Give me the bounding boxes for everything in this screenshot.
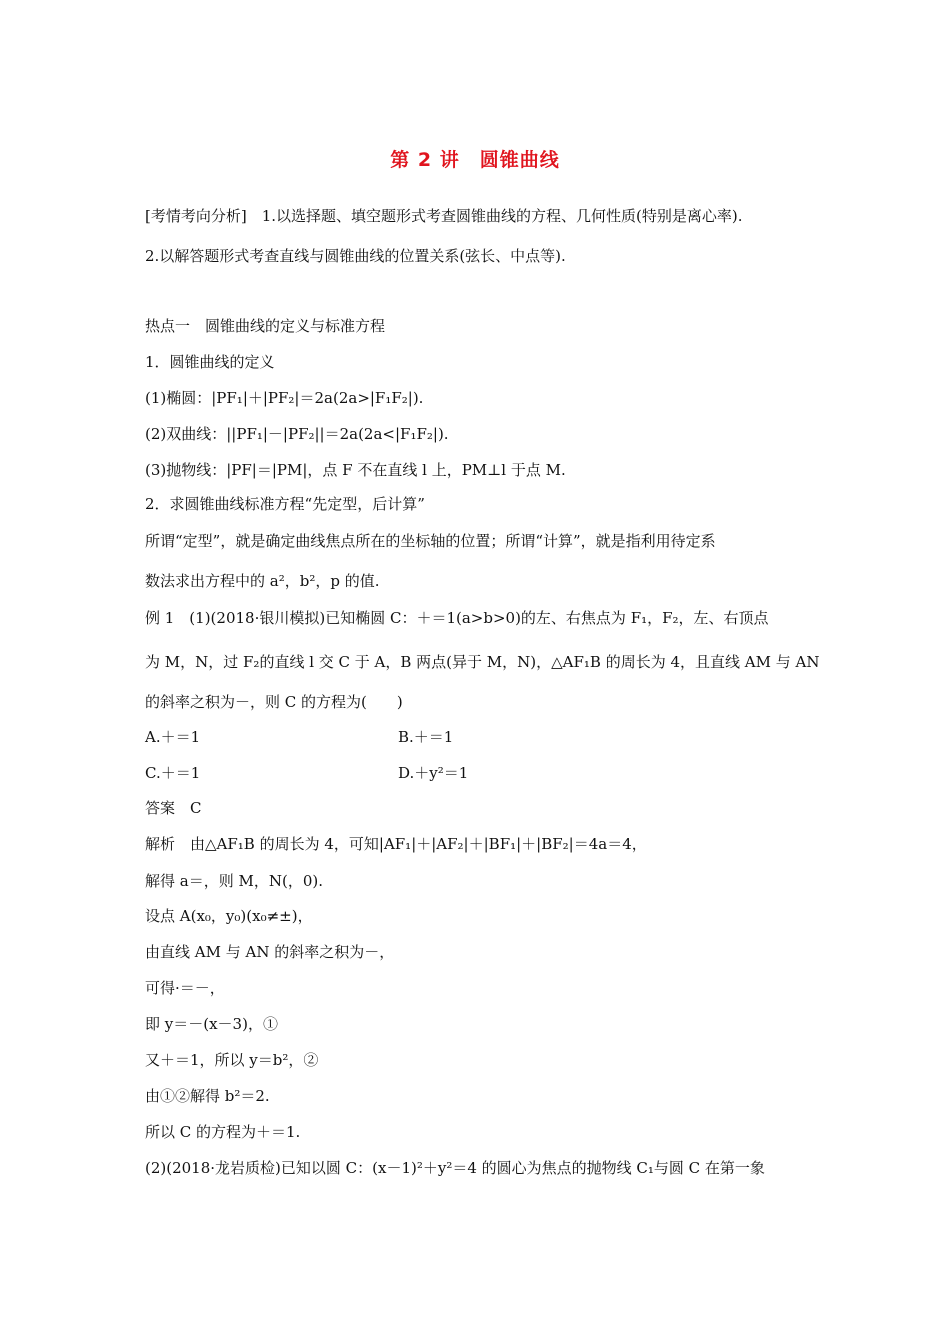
page-title: 第 2 讲 圆锥曲线: [390, 149, 560, 171]
solution-line: 设点 A(x₀，y₀)(x₀≠±)，: [145, 907, 313, 925]
solution-line: 所以 C 的方程为＋＝1.: [145, 1123, 301, 1141]
example-question-line-3: 的斜率之积为－，则 C 的方程为( ): [145, 693, 403, 711]
option-b: B.＋＝1: [398, 728, 454, 746]
solution-line: 解得 a＝，则 M，N(，0).: [145, 872, 323, 890]
solution-line: 又＋＝1，所以 y＝b²，②: [145, 1051, 319, 1069]
option-a: A.＋＝1: [145, 728, 201, 746]
solution-line: 解析 由△AF₁B 的周长为 4，可知|AF₁|＋|AF₂|＋|BF₁|＋|BF₂|＝4a＝4，: [145, 835, 647, 853]
solution-line: 可得·＝－，: [145, 979, 225, 997]
definition-parabola: (3)抛物线：|PF|＝|PM|，点 F 不在直线 l 上，PM⊥l 于点 M.: [145, 461, 566, 479]
hotspot-heading: 热点一 圆锥曲线的定义与标准方程: [145, 317, 386, 335]
method-title: 2．求圆锥曲线标准方程“先定型，后计算”: [145, 495, 425, 513]
example-question-line-1: 例 1 (1)(2018·银川模拟)已知椭圆 C：＋＝1(a>b>0)的左、右焦点为 F₁，F₂，左、右顶点: [145, 609, 769, 627]
option-d: D.＋y²＝1: [398, 764, 469, 782]
solution-line: 即 y＝－(x－3)，①: [145, 1015, 278, 1033]
example-question-2-line-1: (2)(2018·龙岩质检)已知以圆 C：(x－1)²＋y²＝4 的圆心为焦点的抛物线 C₁与圆 C 在第一象: [145, 1159, 765, 1177]
solution-line: 由①②解得 b²＝2.: [145, 1087, 270, 1105]
intro-line-1: [考情考向分析] 1.以选择题、填空题形式考查圆锥曲线的方程、几何性质(特别是离心率).: [145, 207, 743, 225]
intro-line-2: 2.以解答题形式考查直线与圆锥曲线的位置关系(弦长、中点等).: [145, 247, 566, 265]
method-line-2: 数法求出方程中的 a²，b²，p 的值.: [145, 572, 380, 590]
definition-title: 1．圆锥曲线的定义: [145, 353, 275, 371]
method-line-1: 所谓“定型”，就是确定曲线焦点所在的坐标轴的位置；所谓“计算”，就是指利用待定系: [145, 532, 716, 550]
answer-line: 答案 C: [145, 799, 202, 817]
solution-line: 由直线 AM 与 AN 的斜率之积为－，: [145, 943, 395, 961]
definition-ellipse: (1)椭圆：|PF₁|＋|PF₂|＝2a(2a>|F₁F₂|).: [145, 389, 424, 407]
example-question-line-2: 为 M，N，过 F₂的直线 l 交 C 于 A，B 两点(异于 M，N)，△AF₁B 的周长为 4，且直线 AM 与 AN: [145, 653, 820, 671]
definition-hyperbola: (2)双曲线：||PF₁|－|PF₂||＝2a(2a<|F₁F₂|).: [145, 425, 449, 443]
option-c: C.＋＝1: [145, 764, 201, 782]
